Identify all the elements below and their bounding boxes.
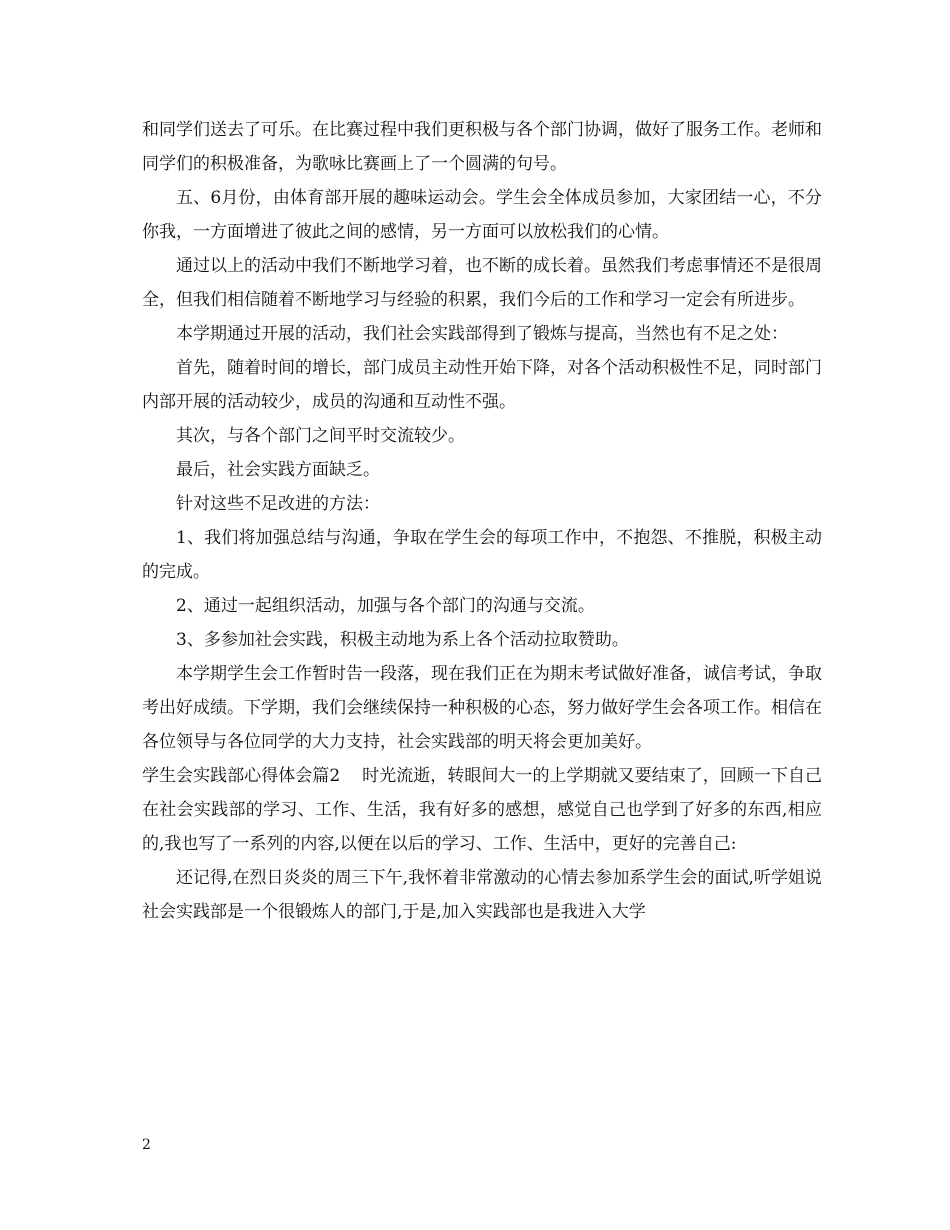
paragraph-improvement-3: 3、多参加社会实践，积极主动地为系上各个活动拉取赞助。 <box>176 630 629 650</box>
section-2-intro-paragraph <box>142 759 822 861</box>
paragraph-improvement-2: 2、通过一起组织活动，加强与各个部门的沟通与交流。 <box>176 596 595 616</box>
paragraph-improvement-1: 1、我们将加强总结与沟通，争取在学生会的每项工作中，不抱怨、不推脱，积极主动的完成。 <box>142 528 822 582</box>
section-2-intro-text: 时光流逝，转眼间大一的上学期就又要结束了，回顾一下自己在社会实践部的学习、工作、生活，我有好多的感想，感觉自己也学到了好多的东西,相应的,我也写了一系列的内容,以便在以后的学习、工作、生活中，更好的完善自己: <box>142 766 822 854</box>
paragraph-shortcomings-intro: 本学期通过开展的活动，我们社会实践部得到了锻炼与提高，当然也有不足之处： <box>176 324 788 344</box>
paragraph-second: 其次，与各个部门之间平时交流较少。 <box>176 426 465 446</box>
paragraph-improvement-intro: 针对这些不足改进的方法： <box>176 494 380 514</box>
paragraph-last: 最后，社会实践方面缺乏。 <box>176 460 380 480</box>
paragraph-first: 首先，随着时间的增长，部门成员主动性开始下降，对各个活动积极性不足，同时部门内部开展的活动较少，成员的沟通和互动性不强。 <box>142 358 822 412</box>
page-number: 2 <box>142 1137 151 1153</box>
paragraph-growth: 通过以上的活动中我们不断地学习着，也不断的成长着。虽然我们考虑事情还不是很周全，但我们相信随着不断地学习与经验的积累，我们今后的工作和学习一定会有所进步。 <box>142 256 822 310</box>
paragraph-sports-meet: 五、6月份，由体育部开展的趣味运动会。学生会全体成员参加，大家团结一心，不分你我，一方面增进了彼此之间的感情，另一方面可以放松我们的心情。 <box>142 188 822 242</box>
document-body <box>142 113 822 929</box>
paragraph-semester-summary: 本学期学生会工作暂时告一段落，现在我们正在为期末考试做好准备，诚信考试，争取考出好成绩。下学期，我们会继续保持一种积极的心态，努力做好学生会各项工作。相信在各位领导与各位同学的大力支持，社会实践部的明天将会更加美好。 <box>142 664 822 752</box>
paragraph-continued: 和同学们送去了可乐。在比赛过程中我们更积极与各个部门协调，做好了服务工作。老师和同学们的积极准备，为歌咏比赛画上了一个圆满的句号。 <box>142 120 822 174</box>
section-2-paragraph: 还记得,在烈日炎炎的周三下午,我怀着非常激动的心情去参加系学生会的面试,听学姐说社会实践部是一个很锻炼人的部门,于是,加入实践部也是我进入大学 <box>142 868 822 922</box>
section-2-heading: 学生会实践部心得体会篇2 <box>142 766 341 786</box>
